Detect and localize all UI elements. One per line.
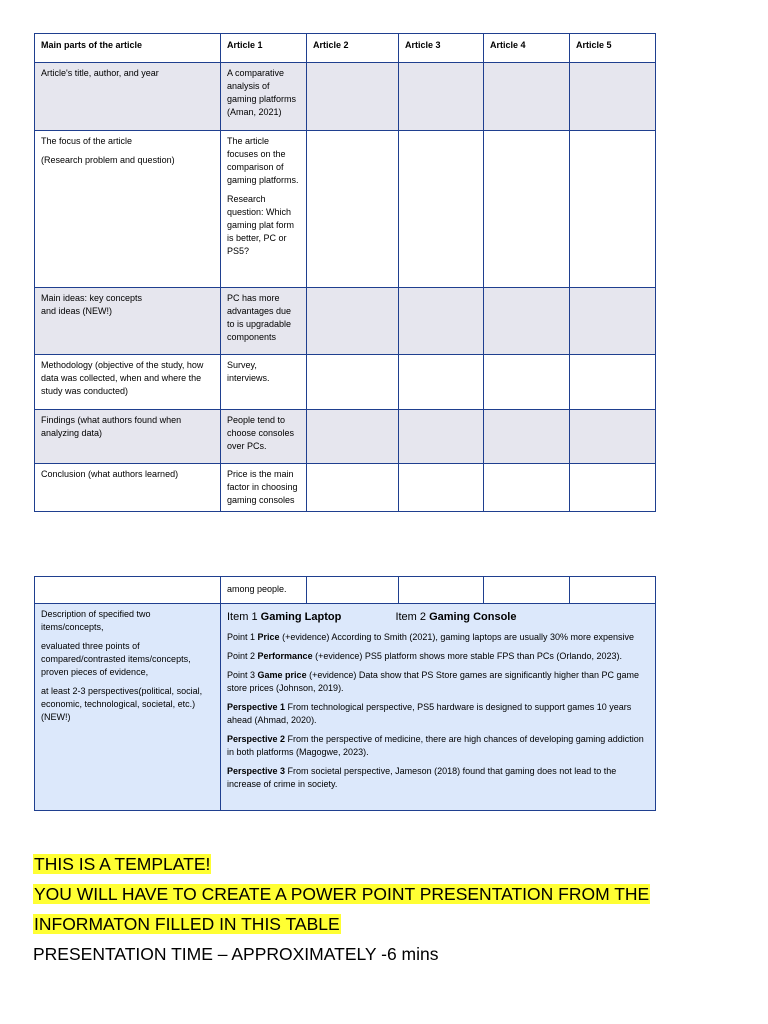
article-1-cell: Survey, interviews. [221,355,307,410]
empty-cell [570,288,656,355]
empty-cell [399,355,484,410]
empty-cell [307,410,399,464]
empty-cell [307,63,399,131]
empty-cell [399,63,484,131]
empty-cell [399,410,484,464]
empty-cell [307,464,399,512]
empty-cell [570,577,656,604]
header-article-2: Article 2 [307,34,399,63]
row-label: Description of specified two items/concepts, evaluated three points of compared/contrasted items/concepts, proven pieces of evidence, at least 2-3 perspectives(political, social, economic, technological, societal, etc.) (NEW!) [35,604,221,811]
article-1-cell: People tend to choose consoles over PCs. [221,410,307,464]
row-label: The focus of the article (Research problem and question) [35,131,221,288]
instruction-line-1: YOU WILL HAVE TO CREATE A POWER POINT PRESENTATION FROM THE [34,884,650,904]
table-row [35,464,656,512]
empty-cell [35,577,221,604]
empty-cell [484,288,570,355]
empty-cell [307,355,399,410]
instruction-line-2: INFORMATON FILLED IN THIS TABLE [34,914,340,934]
empty-cell [570,355,656,410]
row-label: Findings (what authors found when analyzing data) [35,410,221,464]
empty-cell [307,288,399,355]
header-row [35,34,656,63]
empty-cell [484,63,570,131]
table-row [35,355,656,410]
continuation-row [35,577,656,604]
point-3: Point 3 Game price (+evidence) Data show that PS Store games are significantly higher than PC game store prices (Johnson, 2019). [227,670,640,693]
template-notice: THIS IS A TEMPLATE! [34,854,211,874]
header-article-1: Article 1 [221,34,307,63]
empty-cell [484,410,570,464]
row-label: Article's title, author, and year [35,63,221,131]
empty-cell [399,288,484,355]
description-row [35,604,656,811]
empty-cell [570,131,656,288]
items-heading: Item 1 Gaming Laptop Item 2 Gaming Console [227,611,517,623]
perspective-2: Perspective 2 From the perspective of medicine, there are high chances of developing gaming addiction in both platforms (Magogwe, 2023). [227,734,644,757]
article-comparison-table [34,33,656,512]
row-label: Methodology (objective of the study, how data was collected, when and where the study was conducted) [35,355,221,410]
article-1-continuation: among people. [221,577,307,604]
table-row [35,63,656,131]
empty-cell [570,410,656,464]
table-row [35,410,656,464]
empty-cell [307,577,399,604]
empty-cell [484,131,570,288]
empty-cell [399,577,484,604]
header-article-5: Article 5 [570,34,656,63]
article-1-cell: Price is the main factor in choosing gaming consoles [221,464,307,512]
items-comparison-cell [221,604,656,811]
empty-cell [484,355,570,410]
table-row [35,131,656,288]
row-label: Main ideas: key concepts and ideas (NEW!) [35,288,221,355]
point-2: Point 2 Performance (+evidence) PS5 platform shows more stable FPS than PCs (Orlando, 2023). [227,651,622,661]
empty-cell [399,131,484,288]
perspective-3: Perspective 3 From societal perspective, Jameson (2018) found that gaming does not lead to the increase of crime in society. [227,766,617,789]
point-1: Point 1 Price (+evidence) According to Smith (2021), gaming laptops are usually 30% more expensive [227,632,635,642]
table-row [35,288,656,355]
item-2-name: Gaming Console [429,611,517,623]
empty-cell [570,63,656,131]
instructions-block [33,852,733,972]
empty-cell [484,464,570,512]
empty-cell [484,577,570,604]
presentation-time: PRESENTATION TIME – APPROXIMATELY -6 mins [33,944,439,964]
comparison-description-table [34,576,656,811]
header-article-4: Article 4 [484,34,570,63]
empty-cell [307,131,399,288]
header-main-parts: Main parts of the article [35,34,221,63]
empty-cell [399,464,484,512]
empty-cell [570,464,656,512]
header-article-3: Article 3 [399,34,484,63]
article-1-cell: The article focuses on the comparison of gaming platforms. Research question: Which gaming plat form is better, PC or PS5? [221,131,307,288]
row-label: Conclusion (what authors learned) [35,464,221,512]
article-1-cell: PC has more advantages due to is upgradable components [221,288,307,355]
article-1-cell: A comparative analysis of gaming platforms (Aman, 2021) [221,63,307,131]
perspective-1: Perspective 1 From technological perspective, PS5 hardware is designed to support games 10 years ahead (Ahmad, 2020). [227,702,632,725]
item-1-name: Gaming Laptop [260,611,342,623]
